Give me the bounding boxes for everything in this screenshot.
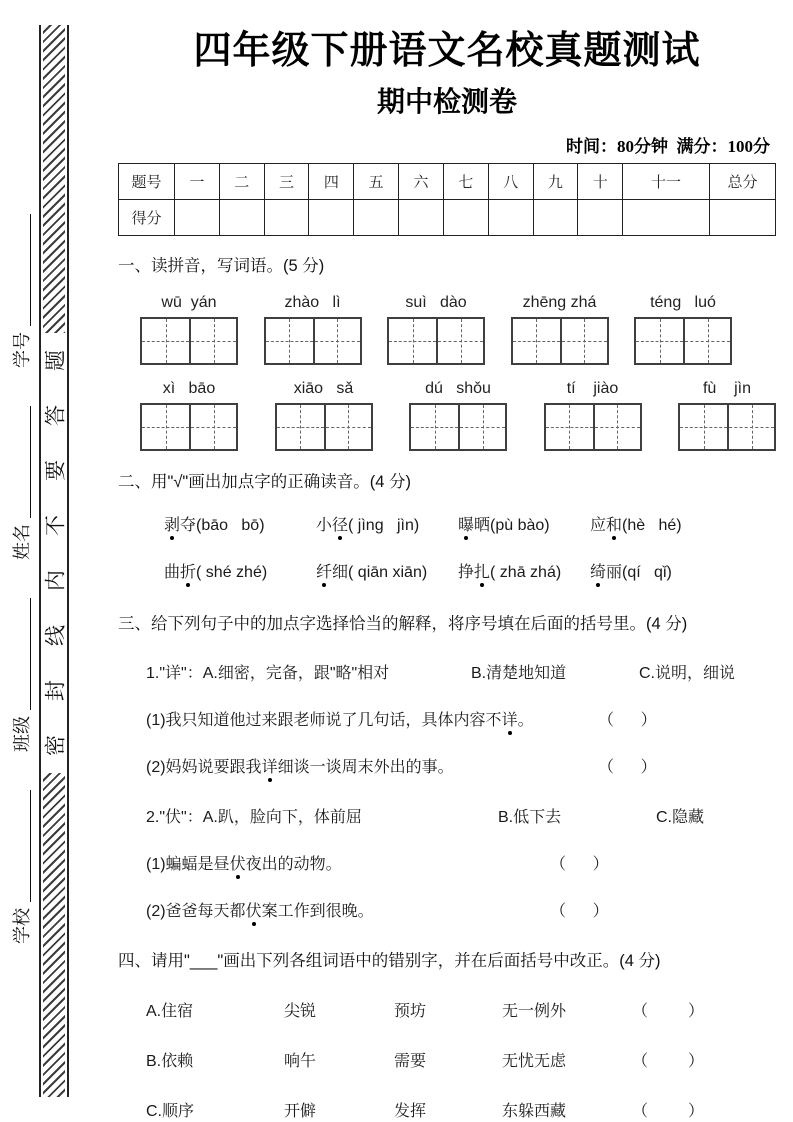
header-cell: 总分 — [710, 163, 776, 199]
seal-hatch-top — [43, 25, 65, 333]
sentence-line — [118, 707, 776, 730]
seal-char: 线 — [43, 625, 67, 646]
pinyin-unit — [511, 294, 609, 365]
word: 发挥 — [394, 1102, 427, 1120]
pinyin-unit — [387, 294, 485, 365]
sentence-text — [146, 851, 550, 874]
pronunciation-row-1 — [118, 512, 776, 535]
seal-char: 密 — [43, 735, 67, 756]
writing-grid — [634, 317, 732, 365]
pinyin-options: (bāo bō) — [196, 516, 265, 534]
pinyin-options: ( qiān xiān) — [348, 563, 428, 581]
score-cell — [533, 199, 578, 235]
seal-char: 要 — [43, 460, 67, 481]
definition-item-2-head — [118, 804, 776, 827]
pinyin-unit — [678, 380, 776, 451]
seal-line — [41, 25, 67, 1097]
header-cell: 三 — [264, 163, 309, 199]
word: 开僻 — [284, 1102, 317, 1120]
word-text: 晒 — [474, 516, 491, 534]
score-cell — [623, 199, 710, 235]
score-table-score-row — [119, 199, 776, 235]
writing-cell — [142, 405, 189, 449]
student-info-labels — [2, 0, 40, 1122]
word-group-row — [118, 998, 776, 1021]
word: 需要 — [394, 1052, 427, 1070]
word: 响午 — [284, 1052, 317, 1070]
pinyin-unit — [140, 294, 238, 365]
header-cell: 九 — [533, 163, 578, 199]
pinyin-unit — [409, 380, 507, 451]
writing-grid — [511, 317, 609, 365]
writing-cell — [142, 319, 189, 363]
pinyin-unit — [634, 294, 732, 365]
header-cell: 十 — [578, 163, 623, 199]
dotted-char: 和 — [606, 512, 622, 535]
answer-bracket: （ ） — [550, 855, 609, 873]
writing-cell — [560, 319, 607, 363]
question-2-title: 二、用"√"画出加点字的正确读音。(4 分) — [118, 472, 412, 491]
seal-char: 封 — [43, 680, 67, 701]
option-c: C.隐藏 — [656, 808, 705, 826]
word: 无一例外 — [502, 1002, 567, 1020]
pinyin-options: (qí qǐ) — [622, 563, 672, 581]
header-cell: 七 — [443, 163, 488, 199]
dotted-char: 扎 — [474, 559, 490, 582]
dotted-char: 伏 — [246, 898, 262, 921]
dotted-char: 曝 — [458, 512, 474, 535]
exam-meta: 时间：80分钟 满分：100分 — [566, 136, 770, 156]
writing-cell — [680, 405, 727, 449]
word-reading-item — [316, 512, 458, 535]
seal-hatch-bottom — [43, 773, 65, 1097]
word-group-row — [118, 1098, 776, 1121]
writing-cell — [727, 405, 774, 449]
word-text: 丽 — [606, 563, 623, 581]
writing-cell — [189, 405, 236, 449]
answer-bracket: （ ） — [632, 1002, 705, 1020]
option-b: B.低下去 — [498, 808, 562, 826]
sentence-pre: (2)爸爸每天都 — [146, 902, 246, 920]
word: 预坊 — [394, 1002, 427, 1020]
score-cell — [264, 199, 309, 235]
score-cell — [399, 199, 444, 235]
header-cell: 十一 — [623, 163, 710, 199]
pinyin-options: (hè hé) — [622, 516, 682, 534]
writing-grid — [544, 403, 642, 451]
word: 无忧无虑 — [502, 1052, 567, 1070]
answer-bracket: （ ） — [550, 902, 609, 920]
writing-cell — [683, 319, 730, 363]
header-cell: 六 — [399, 163, 444, 199]
word: 东躲西藏 — [502, 1102, 567, 1120]
score-cell — [578, 199, 623, 235]
writing-cell — [266, 319, 313, 363]
score-cell — [309, 199, 354, 235]
writing-grid — [275, 403, 373, 451]
sentence-pre: (1)蝙蝠是昼 — [146, 855, 230, 873]
word-text: 挣 — [458, 563, 475, 581]
writing-grid — [140, 317, 238, 365]
header-cell: 二 — [219, 163, 264, 199]
dotted-char: 折 — [180, 559, 196, 582]
group-label: A.住宿 — [146, 1002, 194, 1020]
pinyin-label: xì bāo — [162, 379, 216, 397]
pinyin-options: ( jìng jìn) — [348, 516, 420, 534]
name-label: 姓名 — [12, 524, 32, 560]
school-blank — [11, 790, 31, 902]
score-cell — [710, 199, 776, 235]
writing-cell — [593, 405, 640, 449]
group-label: B.依赖 — [146, 1052, 194, 1070]
sentence-post: 案工作到很晚。 — [261, 902, 374, 920]
definition-item-1-head — [118, 660, 776, 683]
word-reading-item — [164, 512, 316, 535]
score-cell — [443, 199, 488, 235]
word-text: 小 — [316, 516, 333, 534]
pinyin-label: tí jiào — [566, 379, 619, 397]
score-cell — [488, 199, 533, 235]
word-reading-item — [458, 559, 590, 582]
sentence-post: 。 — [517, 711, 534, 729]
word-reading-item — [164, 559, 316, 582]
pinyin-label: zhào lì — [284, 293, 341, 311]
header-cell: 题号 — [119, 163, 175, 199]
writing-grid — [678, 403, 776, 451]
question-3-title: 三、给下列句子中的加点字选择恰当的解释，将序号填在后面的括号里。(4 分) — [118, 614, 688, 633]
answer-bracket: （ ） — [632, 1102, 705, 1120]
word-text: 夺 — [180, 516, 197, 534]
pinyin-options: ( shé zhé) — [196, 563, 268, 581]
pronunciation-row-2 — [118, 559, 776, 582]
word-reading-item — [458, 512, 590, 535]
seal-char: 不 — [43, 515, 67, 536]
sentence-post: 细谈一谈周末外出的事。 — [277, 758, 454, 776]
dotted-char: 剥 — [164, 512, 180, 535]
option-a: 1."详"：A.细密，完备，跟"略"相对 — [146, 664, 390, 682]
seal-char: 题 — [43, 350, 67, 371]
score-cell — [175, 199, 220, 235]
writing-cell — [313, 319, 360, 363]
writing-cell — [636, 319, 683, 363]
pinyin-row-1 — [140, 294, 732, 365]
question-1-title: 一、读拼音，写词语。(5 分) — [118, 256, 325, 275]
header-cell: 八 — [488, 163, 533, 199]
page-subtitle: 期中检测卷 — [376, 86, 517, 118]
pinyin-unit — [264, 294, 362, 365]
student-id-blank — [11, 214, 31, 326]
pinyin-unit — [140, 380, 238, 451]
dotted-char: 详 — [262, 754, 278, 777]
sentence-line — [118, 754, 776, 777]
pinyin-label: xiāo sǎ — [293, 379, 354, 397]
score-label-cell: 得分 — [119, 199, 175, 235]
option-b: B.清楚地知道 — [471, 664, 567, 682]
writing-grid — [140, 403, 238, 451]
word: 尖锐 — [284, 1002, 317, 1020]
class-label: 班级 — [12, 716, 32, 752]
word-text: 细 — [332, 563, 349, 581]
writing-grid — [409, 403, 507, 451]
seal-char: 内 — [43, 570, 67, 591]
writing-cell — [513, 319, 560, 363]
word-reading-item — [590, 559, 776, 582]
sentence-post: 夜出的动物。 — [245, 855, 342, 873]
writing-cell — [546, 405, 593, 449]
dotted-char: 详 — [502, 707, 518, 730]
sentence-text — [146, 754, 598, 777]
pinyin-row-2 — [140, 380, 776, 451]
pinyin-label: suì dào — [405, 293, 467, 311]
option-a: 2."伏"：A.趴，脸向下，体前屈 — [146, 808, 362, 826]
dotted-char: 径 — [332, 512, 348, 535]
answer-bracket: （ ） — [598, 711, 657, 729]
dotted-char: 纤 — [316, 559, 332, 582]
sentence-text — [146, 707, 598, 730]
writing-cell — [411, 405, 458, 449]
word-reading-item — [316, 559, 458, 582]
writing-cell — [458, 405, 505, 449]
exam-content — [118, 0, 776, 1121]
sentence-pre: (1)我只知道他过来跟老师说了几句话，具体内容不 — [146, 711, 502, 729]
word-group-row — [118, 1048, 776, 1071]
score-cell — [354, 199, 399, 235]
score-table-header-row — [119, 163, 776, 199]
answer-bracket: （ ） — [598, 758, 657, 776]
pinyin-label: téng luó — [650, 293, 716, 311]
seal-char: 答 — [43, 405, 67, 426]
pinyin-options: (pù bào) — [490, 516, 550, 534]
student-id-label: 学号 — [12, 332, 32, 368]
writing-cell — [189, 319, 236, 363]
option-c: C.说明，细说 — [639, 664, 736, 682]
word-text: 应 — [590, 516, 607, 534]
seal-line-right-rule — [67, 25, 69, 1097]
student-info-sidebar — [2, 0, 40, 1122]
writing-grid — [264, 317, 362, 365]
pinyin-label: zhēng zhá — [522, 293, 597, 311]
page-title: 四年级下册语文名校真题测试 — [193, 30, 701, 72]
word-text: 曲 — [164, 563, 181, 581]
writing-cell — [389, 319, 436, 363]
answer-bracket: （ ） — [632, 1052, 705, 1070]
question-4-title: 四、请用"___"画出下列各组词语中的错别字，并在后面括号中改正。(4 分) — [118, 951, 661, 970]
writing-cell — [277, 405, 324, 449]
sentence-line — [118, 851, 776, 874]
pinyin-unit — [544, 380, 642, 451]
writing-cell — [324, 405, 371, 449]
dotted-char: 绮 — [590, 559, 606, 582]
header-cell: 四 — [309, 163, 354, 199]
word-reading-item — [590, 512, 776, 535]
score-cell — [219, 199, 264, 235]
pinyin-unit — [275, 380, 373, 451]
writing-cell — [436, 319, 483, 363]
pinyin-label: dú shǒu — [425, 379, 491, 397]
writing-grid — [387, 317, 485, 365]
pinyin-label: fù jìn — [702, 379, 752, 397]
header-cell: 五 — [354, 163, 399, 199]
sentence-line — [118, 898, 776, 921]
sentence-pre: (2)妈妈说要跟我 — [146, 758, 262, 776]
sentence-text — [146, 898, 550, 921]
pinyin-options: ( zhā zhá) — [490, 563, 562, 581]
pinyin-label: wū yán — [161, 293, 217, 311]
school-label: 学校 — [12, 908, 32, 944]
group-label: C.顺序 — [146, 1102, 195, 1120]
dotted-char: 伏 — [230, 851, 246, 874]
header-cell: 一 — [175, 163, 220, 199]
score-table — [118, 163, 776, 236]
